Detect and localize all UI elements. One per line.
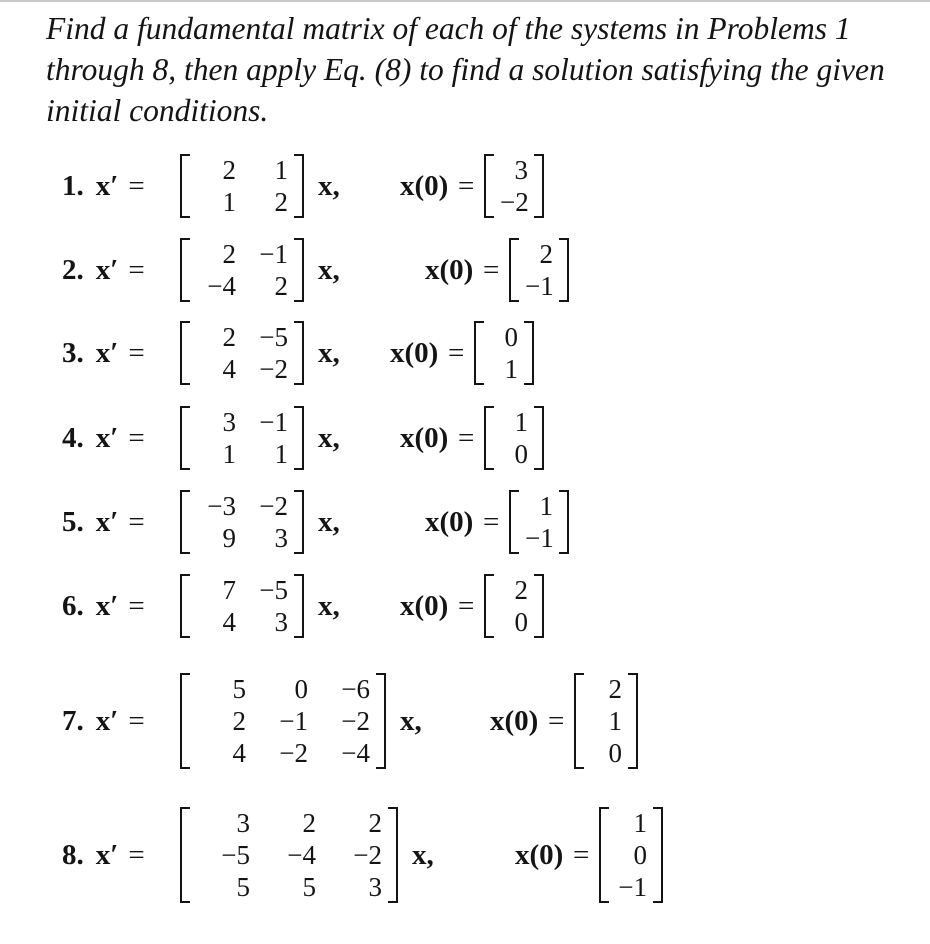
problem-7 [0, 666, 930, 776]
matrix-entry: 0 [514, 607, 528, 637]
matrix-entry: 5 [232, 674, 246, 704]
coefficient-matrix [180, 406, 304, 470]
problem-number: 6. [62, 589, 84, 622]
coefficient-matrix [180, 673, 386, 769]
matrix-entry: 2 [539, 239, 553, 269]
problem-4 [0, 398, 930, 478]
initial-vector [474, 321, 534, 385]
matrix-entry: −5 [259, 322, 288, 352]
matrix-entry: 2 [274, 271, 288, 301]
vector-x-label: x, [318, 336, 340, 369]
matrix-entry: 1 [274, 155, 288, 185]
initial-vector [484, 406, 544, 470]
matrix-entry: 0 [294, 674, 308, 704]
matrix-entry: −2 [279, 738, 308, 768]
equals-sign: = [128, 589, 145, 622]
matrix-entry: 5 [302, 872, 316, 902]
initial-vector [599, 807, 663, 903]
matrix-entry: 7 [222, 575, 236, 605]
derivative-symbol: x′ [95, 704, 119, 737]
matrix-entry: −3 [207, 491, 236, 521]
initial-vector [509, 490, 569, 554]
matrix-entry: 3 [274, 523, 288, 553]
matrix-entry: 1 [608, 706, 622, 736]
initial-condition-label: x(0) [490, 704, 539, 737]
equals-sign: = [128, 253, 145, 286]
derivative-symbol: x′ [95, 253, 119, 286]
problem-3 [0, 313, 930, 393]
matrix-entry: −4 [207, 271, 236, 301]
matrix-entry: 2 [274, 187, 288, 217]
problem-5 [0, 482, 930, 562]
derivative-symbol: x′ [95, 589, 119, 622]
initial-vector [509, 238, 569, 302]
vector-x-label: x, [318, 421, 340, 454]
coefficient-matrix [180, 807, 398, 903]
initial-condition-label: x(0) [400, 589, 449, 622]
equals-sign: = [458, 589, 475, 622]
problem-lhs [62, 230, 155, 310]
initial-vector [574, 673, 638, 769]
problem-lhs [62, 313, 155, 393]
matrix-entry: 2 [232, 706, 246, 736]
vector-x-label: x, [400, 704, 422, 737]
matrix-entry: −4 [341, 738, 370, 768]
matrix-entry: −6 [341, 674, 370, 704]
initial-condition-label: x(0) [515, 838, 564, 871]
matrix-entry: 3 [514, 155, 528, 185]
matrix-entry: 3 [236, 808, 250, 838]
matrix-entry: 0 [504, 322, 518, 352]
matrix-entry: −2 [500, 187, 529, 217]
equals-sign: = [573, 838, 590, 871]
matrix-entry: 2 [368, 808, 382, 838]
matrix-entry: 9 [222, 523, 236, 553]
matrix-entry: −1 [525, 523, 554, 553]
matrix-entry: 2 [514, 575, 528, 605]
equals-sign: = [483, 253, 500, 286]
coefficient-matrix [180, 490, 304, 554]
derivative-symbol: x′ [95, 505, 119, 538]
vector-x-label: x, [318, 505, 340, 538]
matrix-entry: 4 [222, 354, 236, 384]
matrix-entry: 2 [608, 674, 622, 704]
problem-number: 4. [62, 421, 84, 454]
matrix-entry: −2 [259, 354, 288, 384]
problem-2 [0, 230, 930, 310]
instructions-text: Find a fundamental matrix of each of the systems in Problems 1 through 8, then apply Eq. (8) to find a solution satisfying the given initial conditions. [46, 11, 885, 128]
initial-condition-label: x(0) [400, 169, 449, 202]
problem-lhs [62, 666, 155, 776]
equals-sign: = [548, 704, 565, 737]
coefficient-matrix [180, 238, 304, 302]
initial-vector [484, 574, 544, 638]
equals-sign: = [448, 336, 465, 369]
matrix-entry: 2 [222, 322, 236, 352]
equals-sign: = [128, 838, 145, 871]
vector-x-label: x, [318, 169, 340, 202]
matrix-entry: 1 [633, 808, 647, 838]
vector-x-label: x, [318, 589, 340, 622]
problem-number: 2. [62, 253, 84, 286]
matrix-entry: 3 [274, 607, 288, 637]
problem-lhs [62, 800, 155, 910]
matrix-entry: 2 [222, 155, 236, 185]
problem-1 [0, 146, 930, 226]
matrix-entry: −1 [259, 407, 288, 437]
matrix-entry: −4 [287, 840, 316, 870]
matrix-entry: 3 [368, 872, 382, 902]
problem-lhs [62, 482, 155, 562]
derivative-symbol: x′ [95, 421, 119, 454]
top-rule [0, 0, 930, 2]
problem-number: 7. [62, 704, 84, 737]
matrix-entry: 2 [302, 808, 316, 838]
equals-sign: = [128, 704, 145, 737]
matrix-entry: 1 [222, 439, 236, 469]
matrix-entry: −1 [525, 271, 554, 301]
matrix-entry: −1 [618, 872, 647, 902]
initial-condition-label: x(0) [425, 253, 474, 286]
matrix-entry: −2 [353, 840, 382, 870]
initial-condition-label: x(0) [400, 421, 449, 454]
matrix-entry: −2 [259, 491, 288, 521]
problem-lhs [62, 398, 155, 478]
matrix-entry: 0 [608, 738, 622, 768]
matrix-entry: 1 [514, 407, 528, 437]
vector-x-label: x, [318, 253, 340, 286]
initial-condition-label: x(0) [390, 336, 439, 369]
coefficient-matrix [180, 321, 304, 385]
problem-number: 3. [62, 336, 84, 369]
matrix-entry: 1 [222, 187, 236, 217]
matrix-entry: 1 [274, 439, 288, 469]
equals-sign: = [128, 336, 145, 369]
derivative-symbol: x′ [95, 838, 119, 871]
matrix-entry: 5 [236, 872, 250, 902]
matrix-entry: 1 [539, 491, 553, 521]
problem-8 [0, 800, 930, 910]
equals-sign: = [128, 421, 145, 454]
matrix-entry: 4 [232, 738, 246, 768]
matrix-entry: −1 [279, 706, 308, 736]
matrix-entry: 0 [514, 439, 528, 469]
problem-number: 1. [62, 169, 84, 202]
equals-sign: = [128, 505, 145, 538]
derivative-symbol: x′ [95, 336, 119, 369]
matrix-entry: −5 [259, 575, 288, 605]
coefficient-matrix [180, 574, 304, 638]
equals-sign: = [458, 169, 475, 202]
initial-condition-label: x(0) [425, 505, 474, 538]
equals-sign: = [458, 421, 475, 454]
problem-number: 5. [62, 505, 84, 538]
matrix-entry: −1 [259, 239, 288, 269]
matrix-entry: 2 [222, 239, 236, 269]
matrix-entry: −2 [341, 706, 370, 736]
matrix-entry: 4 [222, 607, 236, 637]
matrix-entry: 3 [222, 407, 236, 437]
matrix-entry: 0 [633, 840, 647, 870]
problem-number: 8. [62, 838, 84, 871]
vector-x-label: x, [412, 838, 434, 871]
equals-sign: = [128, 169, 145, 202]
derivative-symbol: x′ [95, 169, 119, 202]
matrix-entry: −5 [221, 840, 250, 870]
coefficient-matrix [180, 154, 304, 218]
problem-6 [0, 566, 930, 646]
problem-lhs [62, 566, 155, 646]
matrix-entry: 1 [504, 354, 518, 384]
equals-sign: = [483, 505, 500, 538]
initial-vector [484, 154, 544, 218]
problem-lhs [62, 146, 155, 226]
